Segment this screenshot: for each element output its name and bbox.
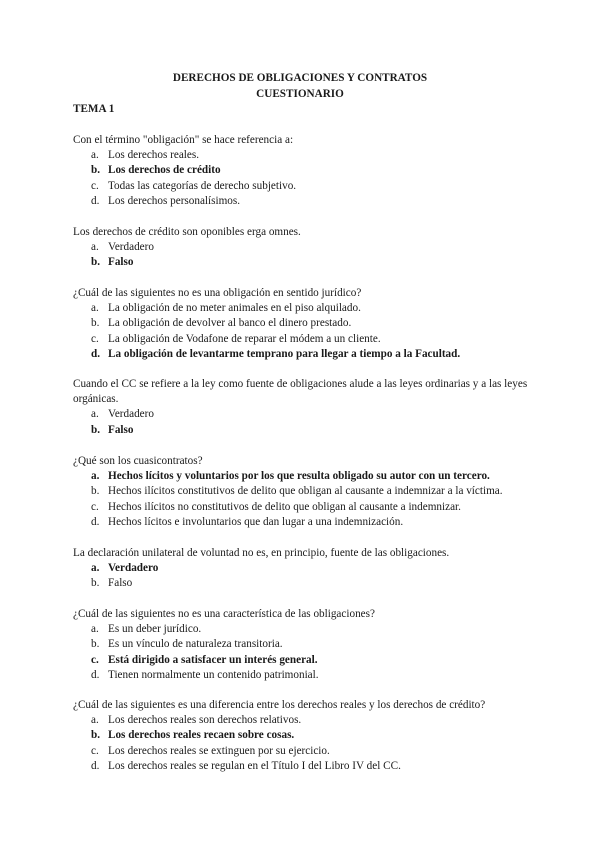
- answer-option: [73, 515, 533, 530]
- option-text: Los derechos reales son derechos relativos.: [108, 714, 302, 727]
- answer-option: [73, 637, 533, 652]
- answer-option: [73, 576, 533, 591]
- question-block: [73, 133, 533, 209]
- option-letter: b.: [91, 256, 101, 269]
- option-text: Los derechos reales.: [108, 149, 200, 162]
- question-stem: ¿Qué son los cuasicontratos?: [73, 455, 203, 467]
- answer-option-correct: [73, 469, 533, 484]
- question-block: [73, 454, 533, 530]
- question-block: [73, 546, 533, 592]
- option-letter: b.: [91, 485, 100, 498]
- question-stem: ¿Cuál de las siguientes es una diferencia entre los derechos reales y los derechos de crédito?: [73, 699, 486, 711]
- option-letter: a.: [91, 241, 99, 254]
- question-block: [73, 225, 533, 271]
- answer-option: [73, 407, 533, 422]
- option-text: La obligación de Vodafone de reparar el módem a un cliente.: [108, 332, 381, 345]
- option-text: Hechos ilícitos constitutivos de delito que obligan al causante a indemnizar a la víctima.: [108, 485, 503, 498]
- option-letter: b.: [91, 638, 100, 651]
- section-heading: TEMA 1: [73, 103, 115, 115]
- document-title: DERECHOS DE OBLIGACIONES Y CONTRATOS: [172, 72, 428, 84]
- option-letter: c.: [91, 653, 99, 666]
- option-text: Hechos lícitos y voluntarios por los que resulta obligado su autor con un tercero.: [108, 470, 490, 483]
- answer-option: [73, 316, 533, 331]
- option-text: La obligación de devolver al banco el dinero prestado.: [108, 317, 352, 330]
- answer-list: [73, 407, 533, 437]
- answer-option-correct: [73, 728, 533, 743]
- answer-option-correct: [73, 347, 533, 362]
- answer-list: [73, 240, 533, 270]
- answer-option-correct: [73, 255, 533, 270]
- question-stem: Con el término "obligación" se hace referencia a:: [73, 134, 294, 146]
- option-text: Falso: [108, 577, 133, 590]
- answer-list: [73, 148, 533, 209]
- option-letter: b.: [91, 577, 100, 590]
- answer-option: [73, 622, 533, 637]
- answer-option: [73, 744, 533, 759]
- answer-list: [73, 301, 533, 362]
- answer-option-correct: [73, 561, 533, 576]
- option-text: Los derechos reales recaen sobre cosas.: [108, 729, 295, 742]
- option-text: Está dirigido a satisfacer un interés general.: [108, 653, 318, 666]
- answer-option: [73, 194, 533, 209]
- question-stem: ¿Cuál de las siguientes no es una característica de las obligaciones?: [73, 608, 375, 620]
- question-block: [73, 377, 533, 438]
- option-text: Los derechos personalísimos.: [108, 194, 241, 207]
- option-text: Es un vínculo de naturaleza transitoria.: [108, 638, 283, 651]
- answer-option: [73, 301, 533, 316]
- question-stem: ¿Cuál de las siguientes no es una obligación en sentido jurídico?: [73, 287, 362, 299]
- question-block: [73, 607, 533, 683]
- option-letter: a.: [91, 714, 99, 727]
- answer-list: [73, 622, 533, 683]
- answer-option: [73, 500, 533, 515]
- option-text: Los derechos reales se regulan en el Título I del Libro IV del CC.: [108, 759, 401, 772]
- answer-option: [73, 332, 533, 347]
- answer-list: [73, 713, 533, 774]
- document-subtitle: CUESTIONARIO: [256, 87, 344, 100]
- answer-option-correct: [73, 163, 533, 178]
- option-letter: a.: [91, 470, 100, 483]
- option-letter: a.: [91, 408, 99, 421]
- option-letter: a.: [91, 149, 99, 162]
- option-letter: d.: [91, 668, 100, 681]
- option-letter: d.: [91, 759, 100, 772]
- option-text: Verdadero: [108, 241, 154, 254]
- option-letter: d.: [91, 515, 100, 528]
- option-text: Todas las categorías de derecho subjetivo.: [108, 179, 297, 192]
- option-letter: b.: [91, 729, 101, 742]
- question-stem: Cuando el CC se refiere a la ley como fuente de obligaciones alude a las leyes ordinarias y a las leyes orgánicas.: [73, 378, 528, 406]
- answer-option: [73, 240, 533, 255]
- option-text: Hechos ilícitos no constitutivos de delito que obligan al causante a indemnizar.: [108, 500, 461, 513]
- answer-option: [73, 713, 533, 728]
- option-letter: c.: [91, 500, 99, 513]
- option-letter: c.: [91, 744, 99, 757]
- option-letter: b.: [91, 164, 101, 177]
- answer-option: [73, 148, 533, 163]
- option-letter: a.: [91, 623, 99, 636]
- option-letter: a.: [91, 302, 99, 315]
- option-text: Tienen normalmente un contenido patrimonial.: [108, 668, 319, 681]
- option-letter: d.: [91, 347, 101, 360]
- question-block: [73, 698, 533, 774]
- question-block: [73, 286, 533, 362]
- answer-option: [73, 179, 533, 194]
- answer-list: [73, 561, 533, 591]
- answer-option: [73, 668, 533, 683]
- option-text: Hechos lícitos e involuntarios que dan lugar a una indemnización.: [108, 515, 404, 528]
- option-letter: c.: [91, 332, 99, 345]
- option-letter: d.: [91, 194, 100, 207]
- option-text: Verdadero: [108, 562, 159, 575]
- answer-option-correct: [73, 423, 533, 438]
- option-text: La obligación de levantarme temprano para llegar a tiempo a la Facultad.: [108, 347, 461, 360]
- option-letter: b.: [91, 423, 101, 436]
- answer-option: [73, 484, 533, 499]
- option-text: Verdadero: [108, 408, 154, 421]
- option-letter: a.: [91, 562, 100, 575]
- answer-list: [73, 469, 533, 530]
- answer-option-correct: [73, 653, 533, 668]
- option-text: Los derechos reales se extinguen por su ejercicio.: [108, 744, 330, 757]
- question-stem: Los derechos de crédito son oponibles erga omnes.: [73, 226, 301, 238]
- option-text: Falso: [108, 423, 134, 436]
- option-text: Falso: [108, 256, 134, 269]
- option-text: Es un deber jurídico.: [108, 623, 202, 636]
- option-letter: b.: [91, 317, 100, 330]
- option-text: Los derechos de crédito: [108, 164, 221, 177]
- option-letter: c.: [91, 179, 99, 192]
- option-text: La obligación de no meter animales en el piso alquilado.: [108, 302, 361, 315]
- question-stem: La declaración unilateral de voluntad no es, en principio, fuente de las obligaciones.: [73, 547, 450, 559]
- answer-option: [73, 759, 533, 774]
